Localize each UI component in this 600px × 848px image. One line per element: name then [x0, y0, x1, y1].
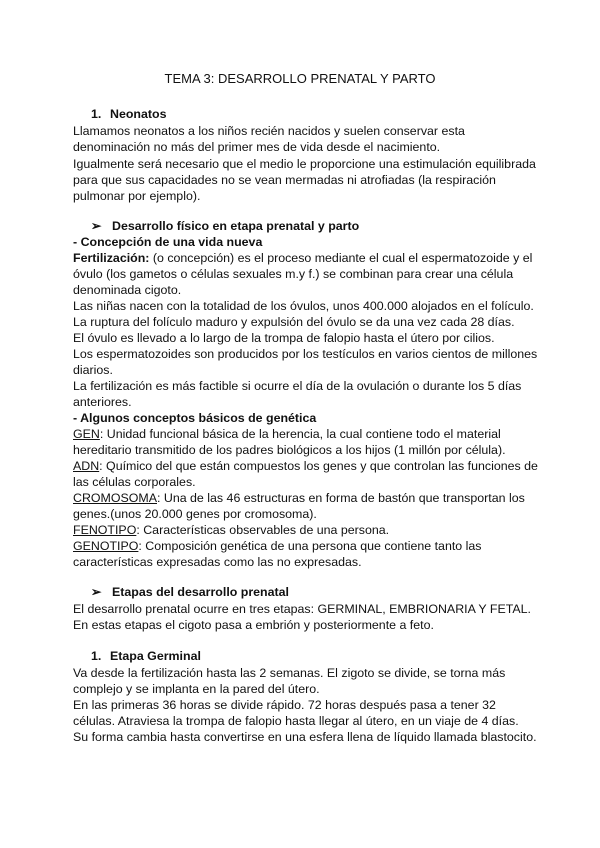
definition-text: : Características observables de una persona.	[136, 523, 390, 537]
paragraph-line: Los espermatozoides son producidos por los testículos en varios cientos de millones	[73, 347, 538, 361]
document-title: TEMA 3: DESARROLLO PRENATAL Y PARTO	[164, 71, 436, 86]
term-genotipo: GENOTIPO	[73, 539, 139, 553]
paragraph-line: óvulo (los gametos o células sexuales m.y f.) se combinan para crear una célula	[73, 267, 514, 281]
term-fenotipo: FENOTIPO	[73, 523, 137, 537]
paragraph-line: La fertilización es más factible si ocurre el día de la ovulación o durante los 5 días	[73, 379, 522, 393]
heading-desarrollo-fisico	[91, 218, 359, 234]
gen-definition	[73, 426, 501, 442]
adn-definition	[73, 458, 538, 474]
paragraph-line: características expresadas como las no expresadas.	[73, 555, 362, 569]
definition-text: (o concepción) es el proceso mediante el cual el espermatozoide y el	[149, 251, 533, 265]
definition-text: : Una de las 46 estructuras en forma de bastón que transportan los	[156, 491, 525, 505]
paragraph-line: células. Atraviesa la trompa de falopio hasta llegar al útero, en un viaje de 4 días.	[73, 714, 519, 728]
paragraph-line: En las primeras 36 horas se divide rápido. 72 horas después pasa a tener 32	[73, 698, 496, 712]
paragraph-line: denominada cigoto.	[73, 283, 182, 297]
subheading-genetica: - Algunos conceptos básicos de genética	[73, 411, 317, 425]
paragraph-line: las células corporales.	[73, 475, 196, 489]
list-number: 1.	[91, 107, 102, 121]
cromosoma-definition	[73, 490, 525, 506]
term-cromosoma: CROMOSOMA	[73, 491, 157, 505]
paragraph-line: En estas etapas el cigoto pasa a embrión y posteriormente a feto.	[73, 618, 434, 632]
paragraph-line: hereditario transmitido de los padres biológicos a los hijos (1 millón por célula).	[73, 443, 506, 457]
definition-text: : Químico del que están compuestos los genes y que controlan las funciones de	[99, 459, 538, 473]
definition-text: : Unidad funcional básica de la herencia, la cual contiene todo el material	[99, 427, 501, 441]
fenotipo-definition	[73, 522, 389, 538]
paragraph-line: pulmonar por ejemplo).	[73, 189, 201, 203]
heading-text: Etapa Germinal	[110, 649, 201, 663]
paragraph-line: Su forma cambia hasta convertirse en una esfera llena de líquido llamada blastocito.	[73, 730, 537, 744]
arrow-bullet-icon: ➢	[91, 219, 102, 233]
paragraph-line: Igualmente será necesario que el medio le proporcione una estimulación equilibrada	[73, 157, 536, 171]
genotipo-definition	[73, 538, 481, 554]
term-adn: ADN	[73, 459, 100, 473]
paragraph-line: El desarrollo prenatal ocurre en tres etapas: GERMINAL, EMBRIONARIA Y FETAL.	[73, 602, 531, 616]
heading-text: Etapas del desarrollo prenatal	[112, 585, 289, 599]
heading-neonatos	[91, 106, 166, 122]
subheading-concepcion: - Concepción de una vida nueva	[73, 235, 263, 249]
paragraph-line: El óvulo es llevado a lo largo de la trompa de falopio hasta el útero por cilios.	[73, 331, 495, 345]
arrow-bullet-icon: ➢	[91, 585, 102, 599]
paragraph-line: Las niñas nacen con la totalidad de los óvulos, unos 400.000 alojados en el folículo.	[73, 299, 534, 313]
fertilizacion-definition	[73, 250, 532, 266]
heading-text: Neonatos	[110, 107, 167, 121]
definition-text: : Composición genética de una persona que contiene tanto las	[138, 539, 482, 553]
paragraph-line: anteriores.	[73, 395, 132, 409]
heading-text: Desarrollo físico en etapa prenatal y parto	[112, 219, 360, 233]
heading-etapas	[91, 584, 289, 600]
paragraph-line: Va desde la fertilización hasta las 2 semanas. El zigoto se divide, se torna más	[73, 666, 506, 680]
term-gen: GEN	[73, 427, 100, 441]
paragraph-line: genes.(unos 20.000 genes por cromosoma).	[73, 507, 317, 521]
paragraph-line: Llamamos neonatos a los niños recién nacidos y suelen conservar esta	[73, 124, 465, 138]
term-fertilizacion: Fertilización:	[73, 251, 150, 265]
paragraph-line: diarios.	[73, 363, 113, 377]
paragraph-line: para que sus capacidades no se vean mermadas ni atrofiadas (la respiración	[73, 173, 496, 187]
paragraph-line: La ruptura del folículo maduro y expulsión del óvulo se da una vez cada 28 días.	[73, 315, 515, 329]
list-number: 1.	[91, 649, 102, 663]
paragraph-line: denominación no más del primer mes de vida desde el nacimiento.	[73, 140, 441, 154]
heading-etapa-germinal	[91, 648, 201, 664]
paragraph-line: complejo y se implanta en la pared del útero.	[73, 682, 320, 696]
